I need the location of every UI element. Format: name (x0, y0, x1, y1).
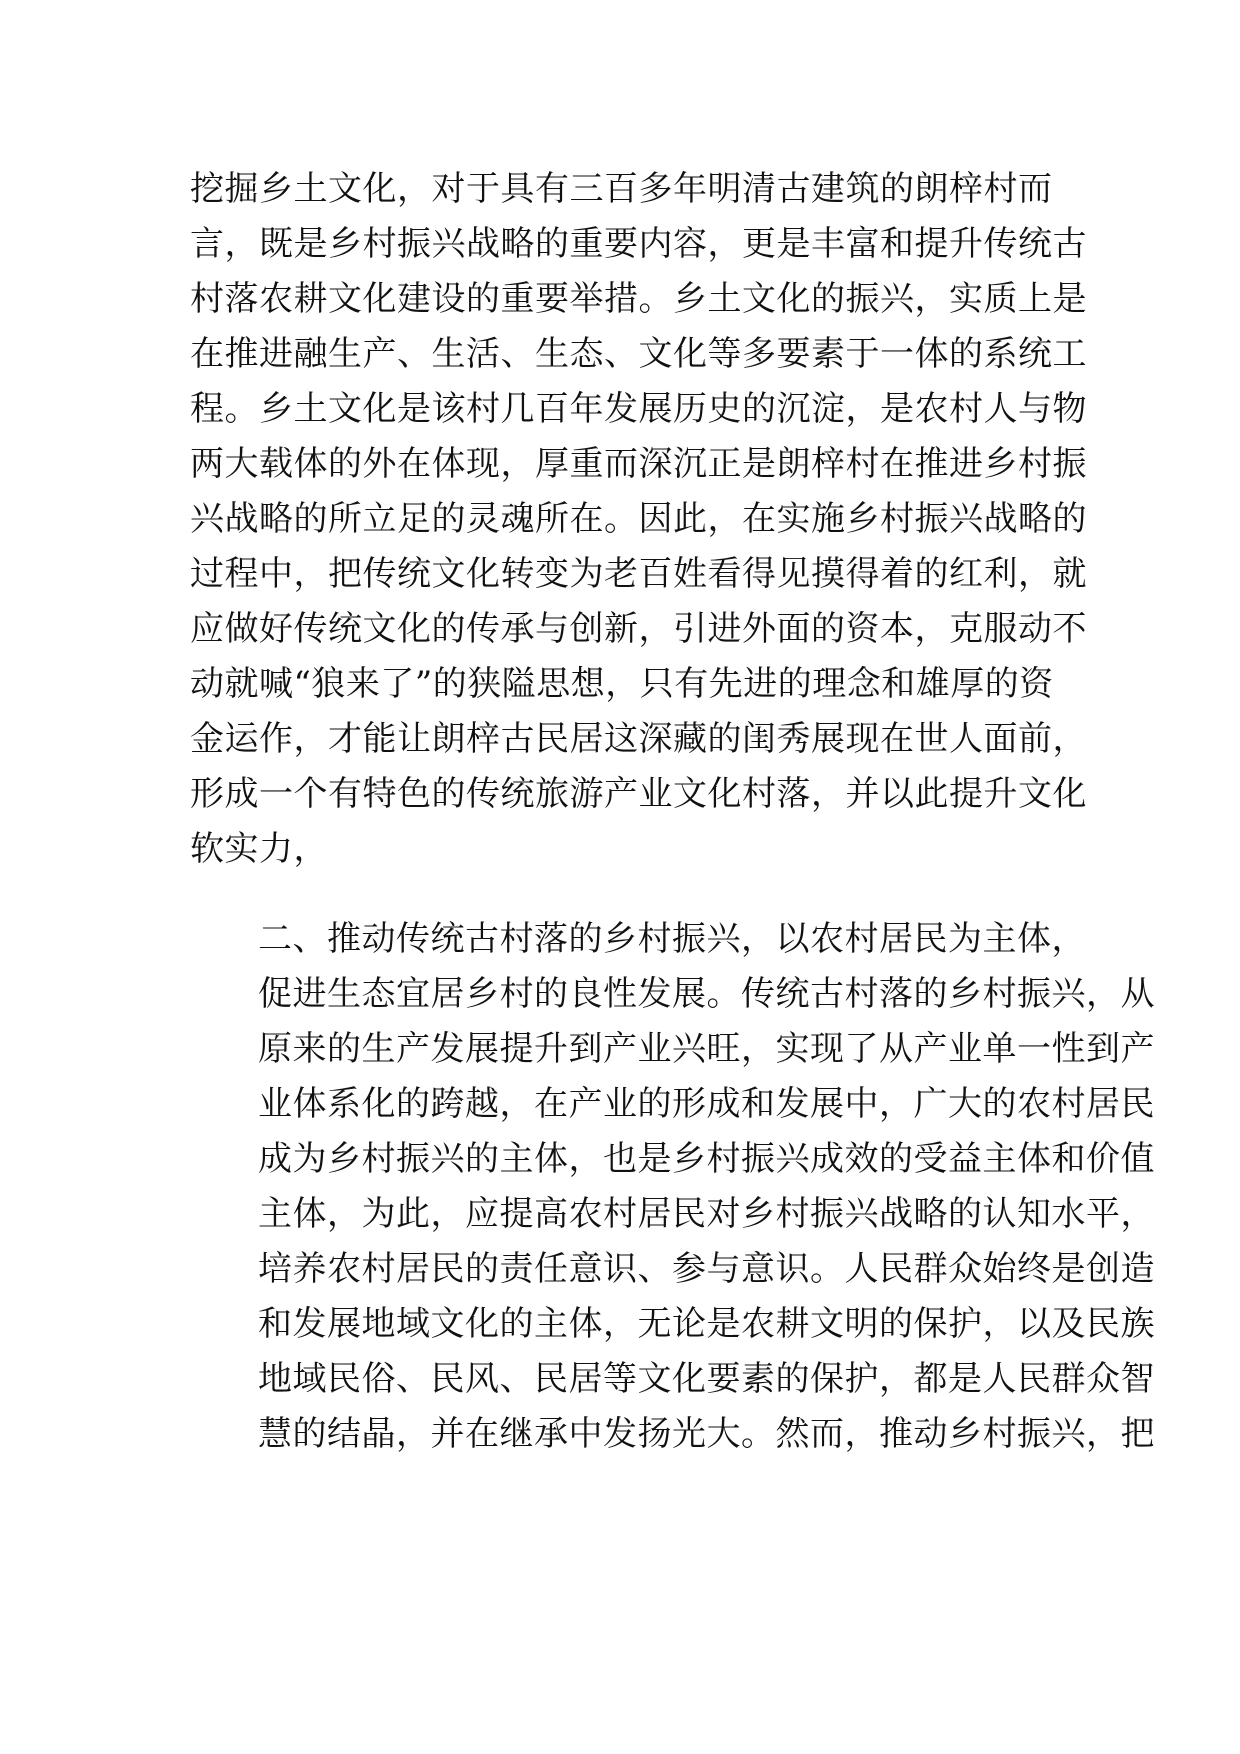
paragraph-2-line: 成为乡村振兴的主体，也是乡村振兴成效的受益主体和价值 (258, 1139, 1155, 1179)
paragraph-1-line: 动就喊“狼来了”的狭隘思想，只有先进的理念和雄厚的资 (190, 664, 1054, 704)
paragraph-1-line: 两大载体的外在体现，厚重而深沉正是朗梓村在推进乡村振 (190, 444, 1087, 484)
paragraph-2-line: 二、推动传统古村落的乡村振兴，以农村居民为主体， (258, 919, 1086, 959)
paragraph-1-line: 软实力， (190, 829, 328, 869)
paragraph-2 (190, 912, 1155, 1462)
paragraph-1-line: 应做好传统文化的传承与创新，引进外面的资本，克服动不 (190, 609, 1087, 649)
paragraph-1-line: 形成一个有特色的传统旅游产业文化村落，并以此提升文化 (190, 774, 1087, 814)
paragraph-1-line: 兴战略的所立足的灵魂所在。因此，在实施乡村振兴战略的 (190, 499, 1087, 539)
paragraph-2-line: 主体，为此，应提高农村居民对乡村振兴战略的认知水平， (258, 1194, 1155, 1234)
paragraph-2-line: 原来的生产发展提升到产业兴旺，实现了从产业单一性到产 (258, 1029, 1155, 1069)
paragraph-1-line: 挖掘乡土文化，对于具有三百多年明清古建筑的朗梓村而 (190, 169, 1053, 209)
paragraph-1-line: 言，既是乡村振兴战略的重要内容，更是丰富和提升传统古 (190, 224, 1087, 264)
paragraph-2-line: 慧的结晶，并在继承中发扬光大。然而，推动乡村振兴，把 (258, 1414, 1155, 1454)
paragraph-1 (190, 162, 1087, 877)
paragraph-2-line: 促进生态宜居乡村的良性发展。传统古村落的乡村振兴，从 (258, 974, 1155, 1014)
paragraph-2-line: 培养农村居民的责任意识、参与意识。人民群众始终是创造 (258, 1249, 1155, 1289)
paragraph-2-line: 业体系化的跨越，在产业的形成和发展中，广大的农村居民 (258, 1084, 1155, 1124)
paragraph-2-line: 地域民俗、民风、民居等文化要素的保护，都是人民群众智 (258, 1359, 1155, 1399)
paragraph-1-line: 在推进融生产、生活、生态、文化等多要素于一体的系统工 (190, 334, 1087, 374)
paragraph-1-line: 过程中，把传统文化转变为老百姓看得见摸得着的红利，就 (190, 554, 1087, 594)
paragraph-1-line: 村落农耕文化建设的重要举措。乡土文化的振兴，实质上是 (190, 279, 1087, 319)
paragraph-1-line: 金运作，才能让朗梓古民居这深藏的闺秀展现在世人面前， (190, 719, 1087, 759)
paragraph-1-line: 程。乡土文化是该村几百年发展历史的沉淀，是农村人与物 (190, 389, 1087, 429)
paragraph-2-line: 和发展地域文化的主体，无论是农耕文明的保护，以及民族 (258, 1304, 1155, 1344)
